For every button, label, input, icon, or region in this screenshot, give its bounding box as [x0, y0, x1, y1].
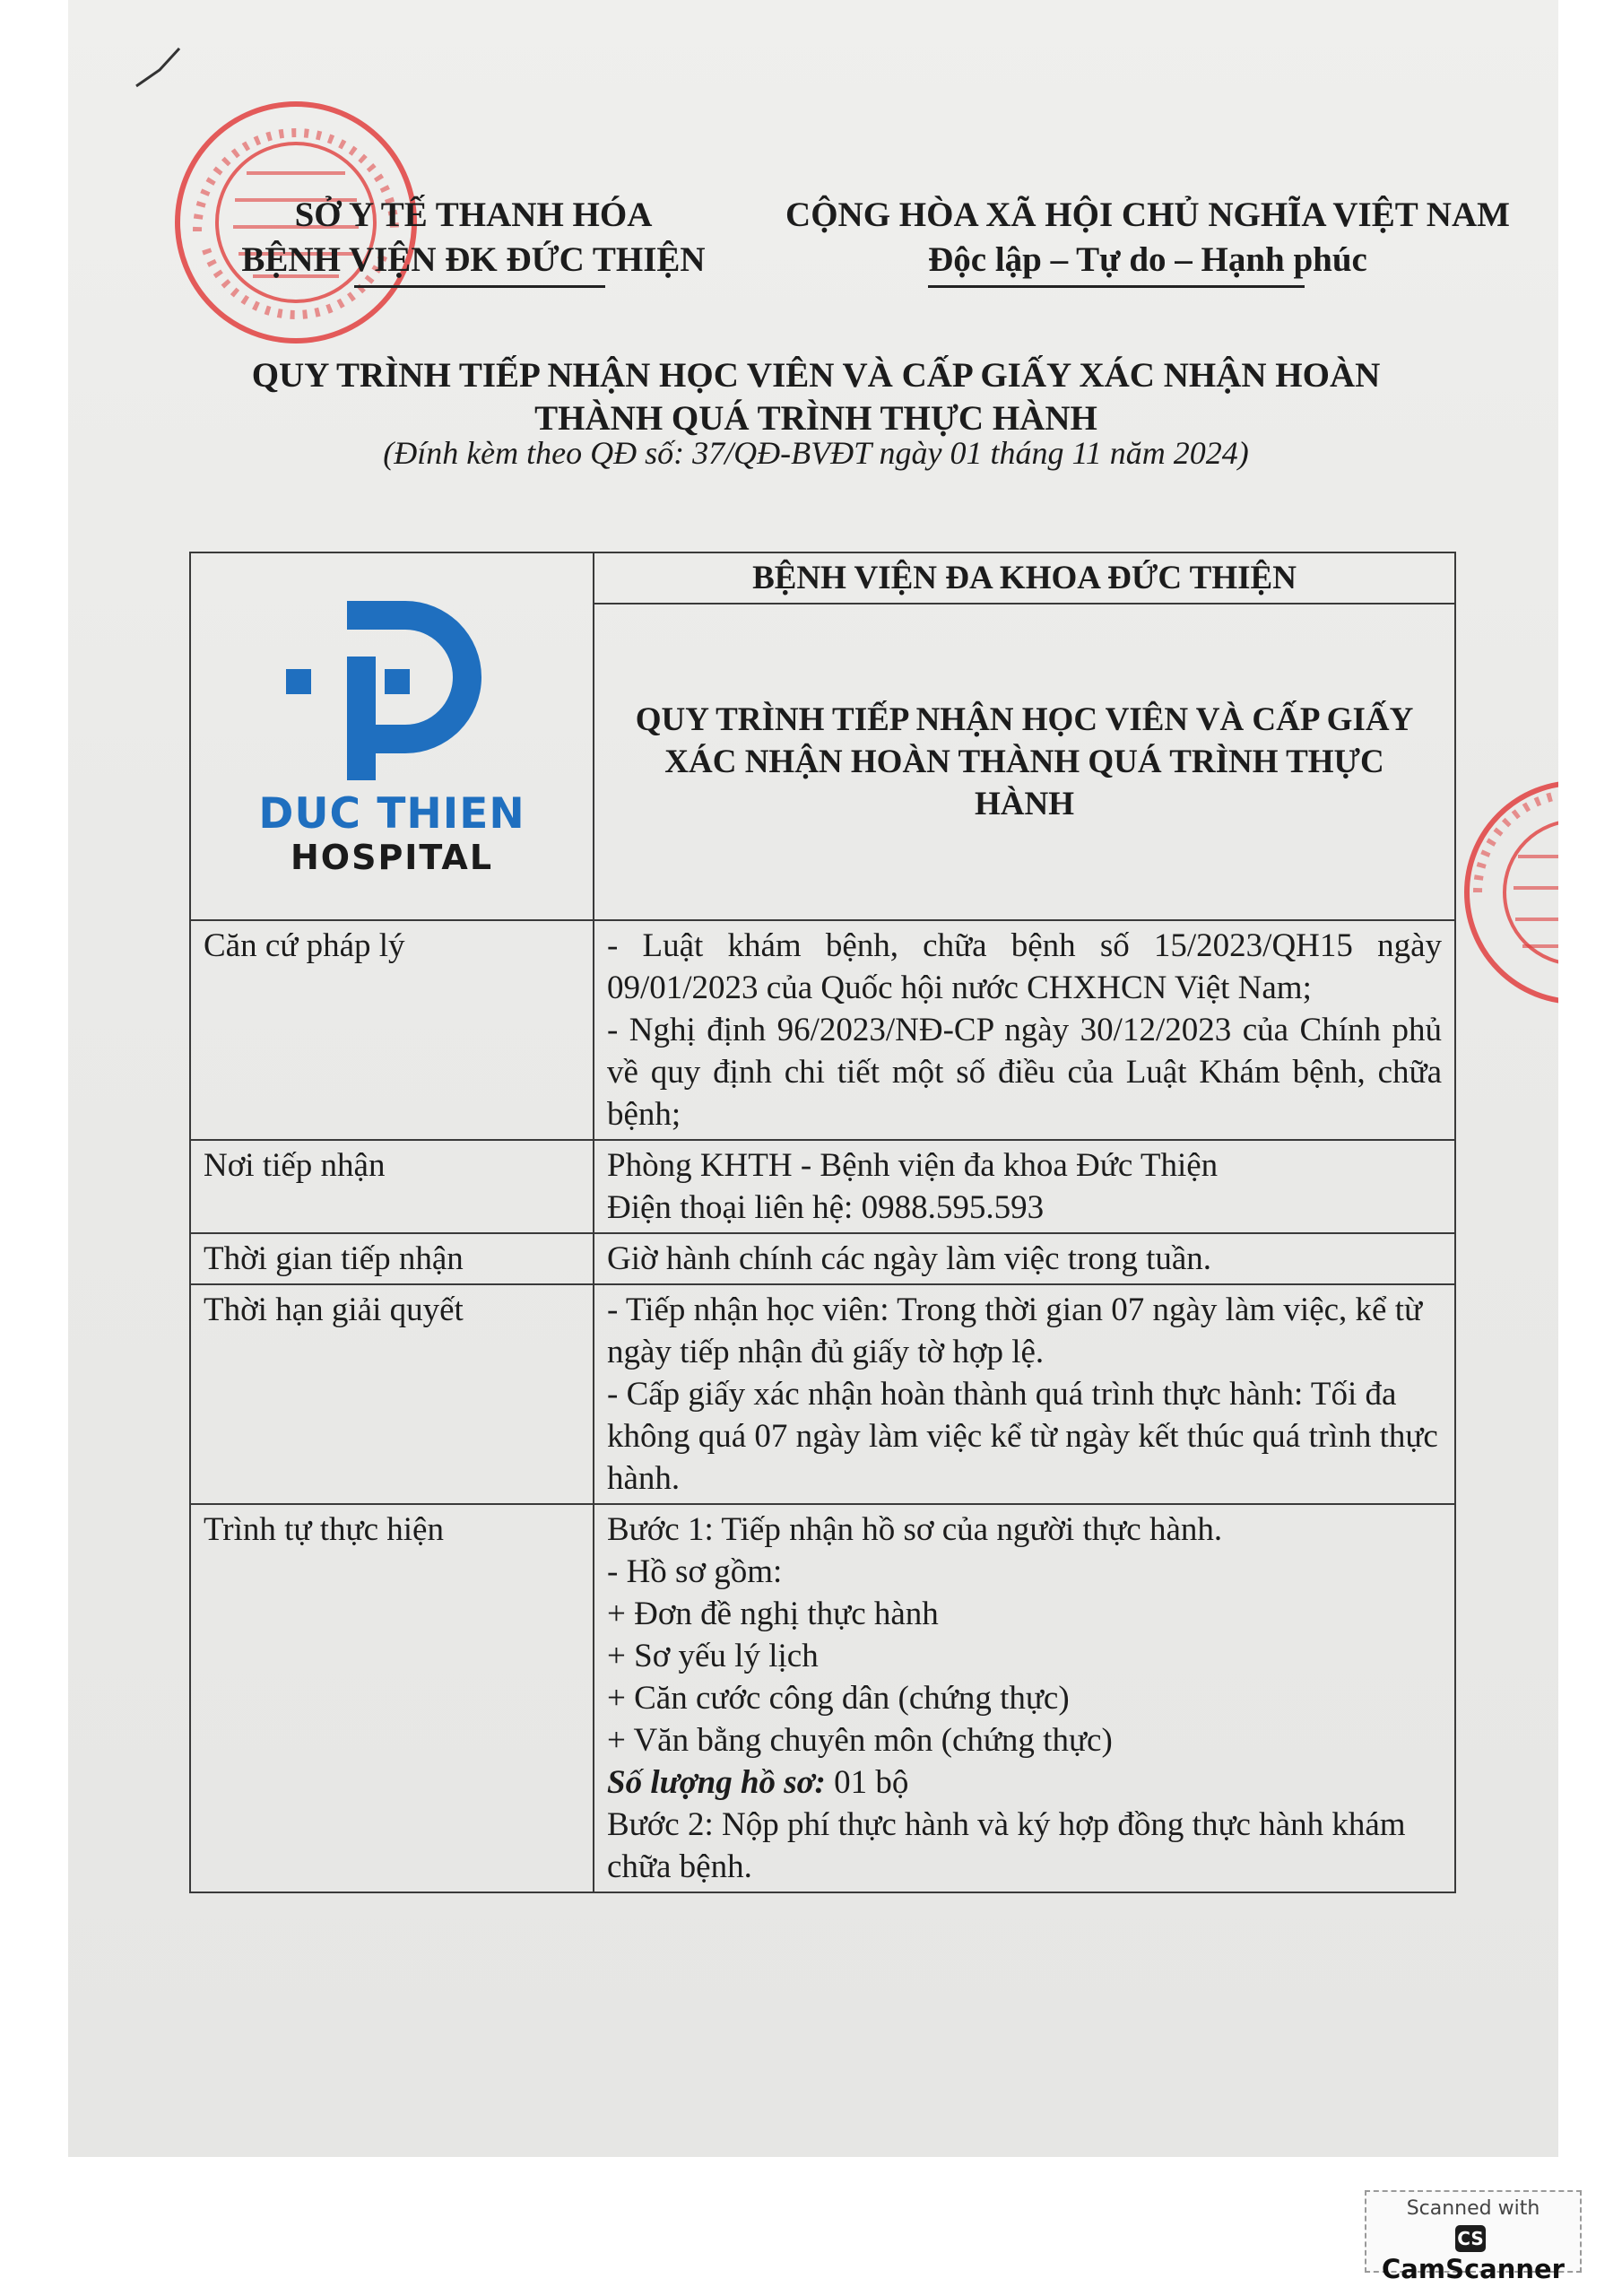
- row-content: [594, 1233, 1455, 1284]
- national-motto: Độc lập – Tự do – Hạnh phúc: [928, 240, 1367, 279]
- row-label: Căn cứ pháp lý: [190, 920, 594, 1140]
- camscanner-badge: [1365, 2190, 1582, 2284]
- logo-cell: [190, 552, 594, 920]
- doc-item: + Sơ yếu lý lịch: [607, 1638, 819, 1674]
- camscanner-icon: CS: [1455, 2225, 1486, 2252]
- step-2: Bước 2: Nộp phí thực hành và ký hợp đồng thực hành khám chữa bệnh.: [607, 1806, 1406, 1885]
- doc-item: + Văn bằng chuyên môn (chứng thực): [607, 1722, 1113, 1759]
- document-subtitle: (Đính kèm theo QĐ số: 37/QĐ-BVĐT ngày 01 tháng 11 năm 2024): [383, 435, 1249, 471]
- agency-underline: [354, 285, 605, 288]
- table-row: [190, 552, 1455, 604]
- row-content: [594, 920, 1455, 1140]
- row-content: [594, 1504, 1455, 1892]
- pen-mark: [133, 43, 186, 97]
- table-row: [190, 1233, 1455, 1284]
- procedure-table: [189, 552, 1456, 1893]
- row-label: Thời hạn giải quyết: [190, 1284, 594, 1504]
- doc-item: + Căn cước công dân (chứng thực): [607, 1680, 1070, 1717]
- table-row: [190, 1284, 1455, 1504]
- deadline-reception: - Tiếp nhận học viên: Trong thời gian 07 ngày làm việc, kể từ ngày tiếp nhận đủ giấy tờ hợp lệ.: [607, 1292, 1423, 1370]
- camscanner-name: CamScanner: [1382, 2254, 1565, 2284]
- table-row: [190, 920, 1455, 1140]
- table-row: [190, 1504, 1455, 1892]
- camscanner-brand: [1366, 2223, 1580, 2284]
- row-label: Thời gian tiếp nhận: [190, 1233, 594, 1284]
- row-label: Nơi tiếp nhận: [190, 1140, 594, 1233]
- national-title: CỘNG HÒA XÃ HỘI CHỦ NGHĨA VIỆT NAM: [785, 196, 1510, 234]
- table-row: [190, 1140, 1455, 1233]
- row-content: [594, 1140, 1455, 1233]
- agency-department: SỞ Y TẾ THANH HÓA: [294, 196, 653, 234]
- document-title-line2: THÀNH QUÁ TRÌNH THỰC HÀNH: [534, 399, 1097, 438]
- agency-header: [240, 193, 707, 283]
- hospital-logo-icon: [284, 594, 499, 782]
- agency-hospital: BỆNH VIỆN ĐK ĐỨC THIỆN: [241, 240, 706, 279]
- doc-quantity-value: 01 bộ: [825, 1764, 909, 1801]
- doc-item: + Đơn đề nghị thực hành: [607, 1596, 939, 1632]
- reception-time: Giờ hành chính các ngày làm việc trong tuần.: [607, 1240, 1212, 1277]
- procedure-title-cell: QUY TRÌNH TIẾP NHẬN HỌC VIÊN VÀ CẤP GIẤY XÁC NHẬN HOÀN THÀNH QUÁ TRÌNH THỰC HÀNH: [594, 604, 1455, 920]
- doc-quantity: [607, 1761, 1442, 1804]
- docs-header: - Hồ sơ gồm:: [607, 1553, 783, 1590]
- legal-basis-law: - Luật khám bệnh, chữa bệnh số 15/2023/QH15 ngày 09/01/2023 của Quốc hội nước CHXHCN Việt Nam;: [607, 927, 1442, 1006]
- doc-quantity-label: Số lượng hồ sơ:: [607, 1764, 826, 1801]
- reception-place: Phòng KHTH - Bệnh viện đa khoa Đức Thiện: [607, 1147, 1219, 1184]
- national-header: [771, 193, 1524, 283]
- document-title-line1: QUY TRÌNH TIẾP NHẬN HỌC VIÊN VÀ CẤP GIẤY XÁC NHẬN HOÀN: [251, 356, 1381, 395]
- legal-basis-decree: - Nghị định 96/2023/NĐ-CP ngày 30/12/2023 của Chính phủ về quy định chi tiết một số điều của Luật Khám bệnh, chữa bệnh;: [607, 1012, 1442, 1133]
- step-1: Bước 1: Tiếp nhận hồ sơ của người thực hành.: [607, 1511, 1223, 1548]
- scanned-with-label: Scanned with: [1406, 2197, 1540, 2220]
- motto-underline: [928, 285, 1305, 288]
- red-stamp-right-edge: [1460, 771, 1558, 1013]
- hospital-name-cell: BỆNH VIỆN ĐA KHOA ĐỨC THIỆN: [594, 552, 1455, 604]
- reception-phone: Điện thoại liên hệ: 0988.595.593: [607, 1189, 1045, 1226]
- logo-subname: HOSPITAL: [290, 838, 494, 877]
- deadline-certificate: - Cấp giấy xác nhận hoàn thành quá trình thực hành: Tối đa không quá 07 ngày làm việc kể từ ngày kết thúc quá trình thực hành.: [607, 1376, 1438, 1497]
- document-title: [179, 354, 1453, 440]
- row-label: Trình tự thực hiện: [190, 1504, 594, 1892]
- row-content: [594, 1284, 1455, 1504]
- logo-name: DUC THIEN: [258, 789, 525, 839]
